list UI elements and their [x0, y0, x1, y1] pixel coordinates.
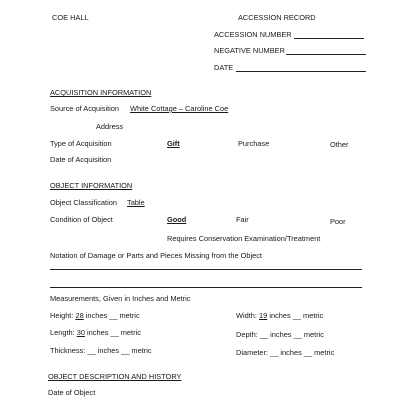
thickness-inches-blank[interactable]: __	[87, 346, 96, 355]
form-title: ACCESSION RECORD	[238, 13, 316, 22]
classification-label: Object Classification	[50, 198, 117, 207]
width-inches: inches	[269, 311, 291, 320]
classification-value[interactable]: Table	[127, 198, 145, 207]
diameter-inches-blank[interactable]: __	[270, 348, 279, 357]
measurements-heading: Measurements, Given in Inches and Metric	[50, 294, 191, 303]
diameter-row	[236, 348, 334, 357]
depth-label: Depth:	[236, 330, 258, 339]
accession-number-label: ACCESSION NUMBER	[214, 30, 292, 39]
length-metric-blank[interactable]: __	[110, 328, 119, 337]
source-value[interactable]: White Cottage – Caroline Coe	[130, 104, 229, 113]
depth-inches-blank[interactable]: __	[259, 330, 269, 339]
condition-good[interactable]: Good	[167, 215, 187, 224]
acquisition-type-other[interactable]: Other	[330, 140, 349, 149]
depth-inches: inches	[270, 330, 292, 339]
source-label: Source of Acquisition	[50, 104, 120, 113]
height-value[interactable]: 28	[75, 311, 84, 320]
acquisition-type-gift[interactable]: Gift	[167, 139, 180, 148]
width-value[interactable]: 19	[259, 311, 268, 320]
height-label: Height:	[50, 311, 74, 320]
description-heading: OBJECT DESCRIPTION AND HISTORY	[48, 372, 182, 381]
condition-poor[interactable]: Poor	[330, 217, 346, 226]
diameter-inches: inches	[280, 348, 302, 357]
width-metric: metric	[303, 311, 324, 320]
width-row	[236, 311, 323, 320]
length-row	[50, 328, 141, 337]
depth-metric-blank[interactable]: __	[293, 330, 302, 339]
height-metric-blank[interactable]: __	[109, 311, 118, 320]
width-metric-blank[interactable]: __	[292, 311, 301, 320]
institution-name: COE HALL	[52, 13, 89, 22]
thickness-metric-blank[interactable]: __	[121, 346, 130, 355]
thickness-row	[50, 346, 152, 355]
damage-line-2[interactable]	[50, 287, 362, 288]
negative-number-field[interactable]	[286, 54, 366, 55]
object-date-label: Date of Object	[48, 388, 96, 397]
acquisition-type-purchase[interactable]: Purchase	[238, 139, 270, 148]
diameter-label: Diameter:	[236, 348, 269, 357]
condition-label: Condition of Object	[50, 215, 113, 224]
thickness-metric: metric	[131, 346, 152, 355]
acquisition-type-label: Type of Acquisition	[50, 139, 112, 148]
length-metric: metric	[120, 328, 141, 337]
diameter-metric-blank[interactable]: __	[303, 348, 313, 357]
damage-line-1[interactable]	[50, 269, 362, 270]
height-inches: inches	[85, 311, 108, 320]
length-value[interactable]: 30	[76, 328, 85, 337]
length-label: Length:	[50, 328, 75, 337]
width-label: Width:	[236, 311, 257, 320]
depth-metric: metric	[303, 330, 324, 339]
damage-label: Notation of Damage or Parts and Pieces Missing from the Object	[50, 251, 262, 260]
height-metric: metric	[119, 311, 140, 320]
condition-fair[interactable]: Fair	[236, 215, 249, 224]
thickness-label: Thickness:	[50, 346, 86, 355]
acquisition-heading: ACQUISITION INFORMATION	[50, 88, 152, 97]
negative-number-label: NEGATIVE NUMBER	[214, 46, 285, 55]
thickness-inches: inches	[97, 346, 120, 355]
accession-number-field[interactable]	[294, 38, 364, 39]
depth-row	[236, 330, 324, 339]
object-heading: OBJECT INFORMATION	[50, 181, 133, 190]
address-label: Address	[96, 122, 124, 131]
date-field[interactable]	[236, 71, 366, 72]
conservation-note: Requires Conservation Examination/Treatment	[167, 234, 321, 243]
height-row	[50, 311, 140, 320]
acquisition-date-label: Date of Acquisition	[50, 155, 112, 164]
length-inches: inches	[87, 328, 109, 337]
diameter-metric: metric	[314, 348, 335, 357]
date-label: DATE	[214, 63, 234, 72]
